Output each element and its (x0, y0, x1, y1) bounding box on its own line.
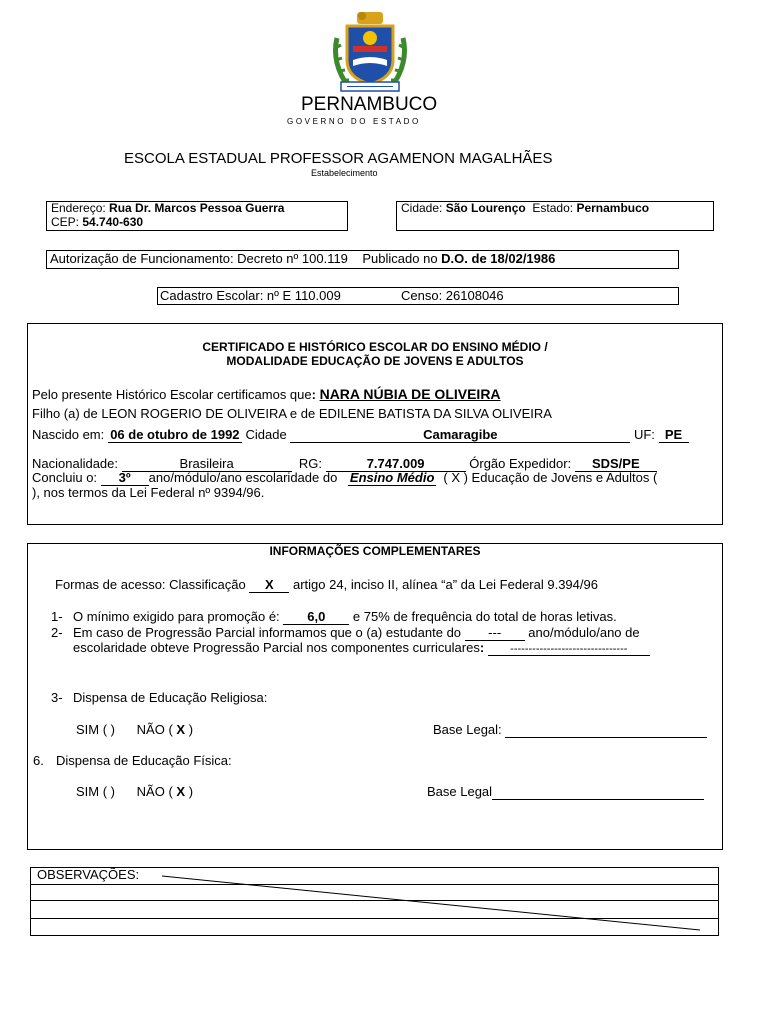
registry-cadastro: Cadastro Escolar: nº E 110.009 (160, 288, 341, 303)
rg-label: RG: (298, 456, 322, 471)
complementary-title: INFORMAÇÕES COMPLEMENTARES (269, 544, 481, 558)
state-name: PERNAMBUCO (301, 94, 438, 115)
school-name: ESCOLA ESTADUAL PROFESSOR AGAMENON MAGALHÃES (124, 150, 553, 167)
published-value: D.O. de 18/02/1986 (441, 251, 556, 266)
item2-rest: ano/módulo/ano de (528, 625, 640, 640)
issuer-label: Órgão Expedidor: (469, 456, 572, 471)
access-label: Formas de acesso: Classificação (55, 577, 246, 592)
city-value: São Lourenço (445, 201, 526, 215)
authorization-text: Autorização de Funcionamento: Decreto nº 100.119 (50, 251, 348, 266)
cep-label: CEP: (51, 215, 80, 229)
certificate-intro-line: Pelo presente Histórico Escolar certificamos que: NARA NÚBIA DE OLIVEIRA (32, 386, 501, 402)
city-label-cert: Cidade (245, 427, 287, 442)
filiation: Filho (a) de LEON ROGERIO DE OLIVEIRA e de EDILENE BATISTA DA SILVA OLIVEIRA (32, 406, 552, 421)
issuer-value: SDS/PE (575, 456, 657, 472)
student-name: NARA NÚBIA DE OLIVEIRA (319, 386, 501, 402)
item2-line2-text: escolaridade obteve Progressão Parcial nos componentes curriculares (73, 640, 480, 655)
item2-line2: escolaridade obteve Progressão Parcial nos componentes curriculares: -------------------------------- (73, 640, 650, 656)
nationality-label: Nacionalidade: (32, 456, 119, 471)
pe-close: ) (188, 784, 194, 799)
law-text: ), nos termos da Lei Federal nº 9394/96. (32, 485, 265, 500)
certificate-intro: Pelo presente Histórico Escolar certificamos que (32, 387, 312, 402)
pe-mark: X (176, 784, 186, 799)
cep-value: 54.740-630 (82, 215, 144, 229)
item3-text: Dispensa de Educação Religiosa: (73, 690, 268, 705)
school-caption: Estabelecimento (311, 168, 378, 178)
address-value: Rua Dr. Marcos Pessoa Guerra (109, 201, 285, 215)
state-label: Estado: (532, 201, 574, 215)
item1-value: 6,0 (283, 609, 349, 625)
religion-base-label: Base Legal: (433, 722, 502, 737)
city-label: Cidade: (401, 201, 443, 215)
item2-text: Em caso de Progressão Parcial informamos que o (a) estudante do (73, 625, 462, 640)
item6-text: Dispensa de Educação Física: (56, 753, 232, 768)
pe-nao[interactable]: NÃO ( (136, 784, 173, 799)
religion-sim[interactable]: SIM ( ) (76, 722, 115, 737)
item1-rest: e 75% de frequência do total de horas letivas. (352, 609, 617, 624)
certificate-title-1: CERTIFICADO E HISTÓRICO ESCOLAR DO ENSINO MÉDIO / (202, 340, 548, 354)
certificate-title-2: MODALIDADE EDUCAÇÃO DE JOVENS E ADULTOS (226, 354, 524, 368)
concluded-label: Concluiu o: (32, 470, 98, 485)
uf-label: UF: (633, 427, 655, 442)
pe-base-label: Base Legal (427, 784, 493, 799)
level-value: Ensino Médio (349, 470, 435, 485)
access-mark: X (249, 577, 289, 593)
item3-number: 3- (51, 690, 63, 705)
religion-nao[interactable]: NÃO ( (136, 722, 173, 737)
item2-number: 2- (51, 625, 63, 640)
item1-text: O mínimo exigido para promoção é: (73, 609, 280, 624)
religion-mark: X (176, 722, 186, 737)
modality-text: ( X ) Educação de Jovens e Adultos ( (443, 470, 658, 485)
item1-number: 1- (51, 609, 63, 624)
born-label: Nascido em: (32, 427, 105, 442)
observations-label: OBSERVAÇÕES: (37, 867, 140, 882)
concluded-year: 3º (101, 470, 149, 486)
birth-city-value: Camaragibe (290, 427, 630, 443)
uf-value: PE (659, 427, 689, 443)
published-label: Publicado no (362, 251, 438, 266)
religion-close: ) (188, 722, 194, 737)
nationality-value: Brasileira (122, 456, 292, 472)
item6-number: 6. (33, 753, 44, 768)
access-text: artigo 24, inciso II, alínea “a” da Lei Federal 9.394/96 (293, 577, 598, 592)
item2-value: --- (465, 625, 525, 641)
born-value: 06 de otubro de 1992 (108, 427, 242, 443)
registry-censo: Censo: 26108046 (401, 288, 504, 303)
concluded-text: ano/módulo/ano escolaridade do (148, 470, 338, 485)
rg-value: 7.747.009 (326, 456, 466, 472)
address-label: Endereço: (51, 201, 106, 215)
state-value: Pernambuco (576, 201, 650, 215)
item2-value2: -------------------------------- (488, 643, 650, 656)
government-caption: GOVERNO DO ESTADO (287, 117, 421, 126)
pe-sim[interactable]: SIM ( ) (76, 784, 115, 799)
